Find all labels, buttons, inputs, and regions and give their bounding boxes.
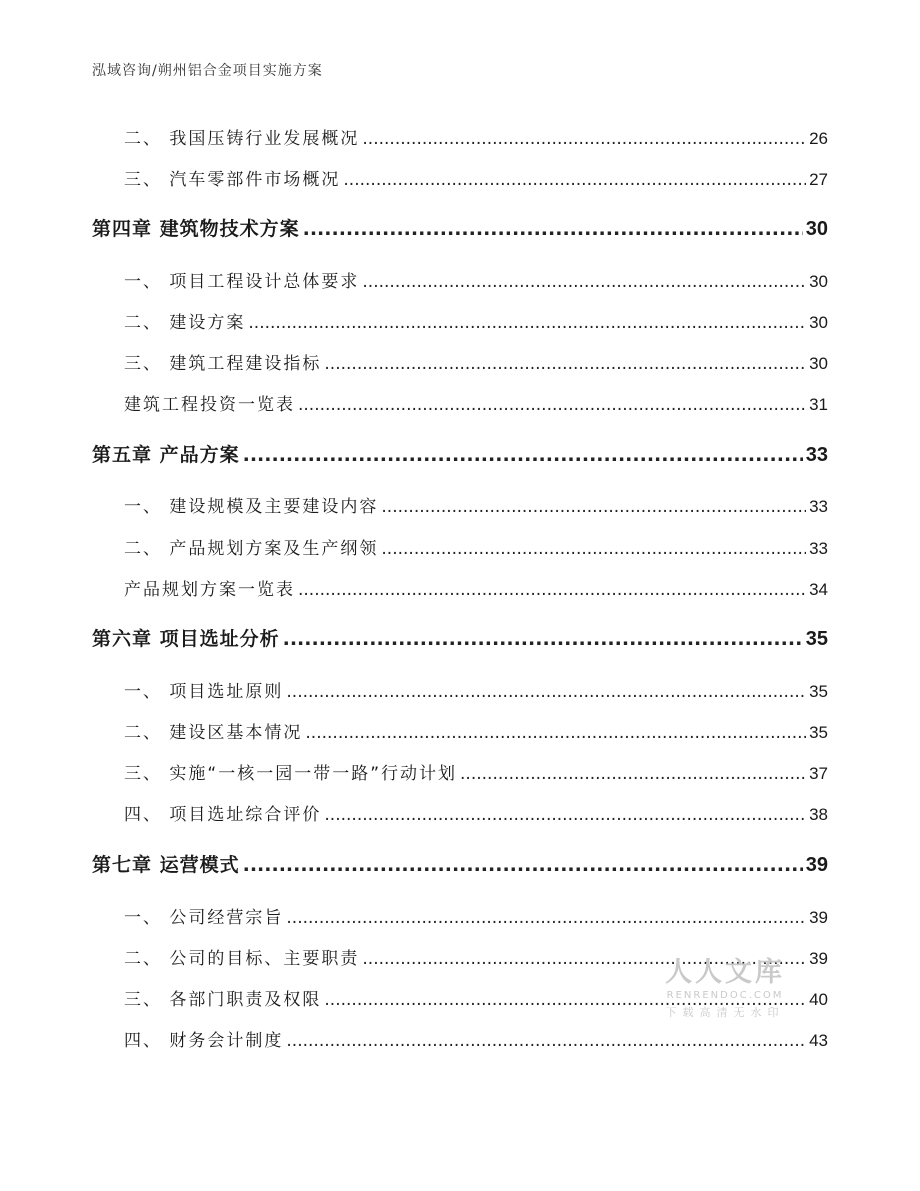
- toc-leader: [283, 628, 803, 650]
- toc-entry[interactable]: [124, 677, 828, 702]
- toc-page-number: 30: [809, 313, 828, 332]
- watermark-subtitle: 下载高清无水印: [665, 1006, 785, 1019]
- toc-entry-label: 第五章 产品方案: [92, 444, 240, 466]
- toc-entry[interactable]: [124, 349, 828, 374]
- watermark-domain: RENRENDOC.COM: [666, 990, 784, 1001]
- toc-leader: [381, 539, 806, 559]
- toc-entry-label: 一、 建设规模及主要建设内容: [124, 497, 379, 517]
- toc-page-number: 40: [809, 990, 828, 1009]
- toc-page-number: 39: [805, 854, 828, 876]
- toc-chapter-entry[interactable]: [92, 624, 828, 650]
- toc-leader: [298, 580, 806, 600]
- toc-page-number: 35: [805, 628, 828, 650]
- toc-page-number: 37: [809, 764, 828, 783]
- toc-page-number: 39: [809, 908, 828, 927]
- toc-entry-label: 建筑工程投资一览表: [124, 395, 295, 415]
- watermark: [640, 958, 810, 1020]
- toc-page-number: 30: [809, 354, 828, 373]
- toc-entry-label: 四、 财务会计制度: [124, 1031, 284, 1051]
- toc-page-number: 35: [809, 723, 828, 742]
- toc-entry-label: 三、 汽车零部件市场概况: [124, 170, 341, 190]
- toc-leader: [243, 854, 803, 876]
- toc-page-number: 39: [809, 949, 828, 968]
- toc-leader: [243, 444, 803, 466]
- toc-chapter-entry[interactable]: [92, 850, 828, 876]
- toc-entry-label: 二、 我国压铸行业发展概况: [124, 129, 360, 149]
- toc-entry[interactable]: [124, 390, 828, 415]
- toc-leader: [362, 129, 806, 149]
- toc-page-number: 30: [805, 218, 828, 240]
- toc-entry-label: 一、 项目工程设计总体要求: [124, 272, 360, 292]
- toc-leader: [343, 170, 806, 190]
- toc-leader: [324, 354, 806, 374]
- toc-leader: [286, 1031, 806, 1051]
- toc-page-number: 38: [809, 805, 828, 824]
- toc-entry-label: 第四章 建筑物技术方案: [92, 218, 300, 240]
- toc-leader: [248, 313, 806, 333]
- toc-page-number: 35: [809, 682, 828, 701]
- toc-entry[interactable]: [124, 800, 828, 825]
- toc-leader: [324, 805, 806, 825]
- toc-entry-label: 第六章 项目选址分析: [92, 628, 280, 650]
- toc-entry[interactable]: [124, 718, 828, 743]
- toc-entry[interactable]: [124, 1026, 828, 1051]
- toc-page-number: 30: [809, 272, 828, 291]
- toc-entry[interactable]: [124, 575, 828, 600]
- toc-entry-label: 产品规划方案一览表: [124, 580, 295, 600]
- toc-entry-label: 二、 建设方案: [124, 313, 246, 333]
- toc-entry-label: 第七章 运营模式: [92, 854, 240, 876]
- toc-entry-label: 三、 建筑工程建设指标: [124, 354, 322, 374]
- toc-leader: [286, 682, 806, 702]
- toc-page-number: 33: [809, 497, 828, 516]
- toc-entry-label: 一、 项目选址原则: [124, 682, 284, 702]
- toc-entry-label: 三、 实施“一核一园一带一路”行动计划: [124, 764, 458, 784]
- toc-entry-label: 二、 公司的目标、主要职责: [124, 949, 360, 969]
- toc-entry[interactable]: [124, 124, 828, 149]
- toc-page-number: 27: [809, 170, 828, 189]
- toc-chapter-entry[interactable]: [92, 214, 828, 240]
- toc-leader: [303, 218, 803, 240]
- toc-entry-label: 二、 建设区基本情况: [124, 723, 303, 743]
- page-header: 泓域咨询/朔州铝合金项目实施方案: [92, 63, 323, 79]
- toc-entry-label: 二、 产品规划方案及生产纲领: [124, 539, 379, 559]
- toc-leader: [286, 908, 806, 928]
- toc-page-number: 33: [805, 444, 828, 466]
- toc-entry[interactable]: [124, 308, 828, 333]
- toc-leader: [362, 272, 806, 292]
- toc-entry[interactable]: [124, 267, 828, 292]
- toc-page-number: 43: [809, 1031, 828, 1050]
- toc-entry[interactable]: [124, 534, 828, 559]
- watermark-title: 人人文库: [665, 957, 785, 988]
- toc-entry[interactable]: [124, 165, 828, 190]
- toc-page-number: 34: [809, 580, 828, 599]
- toc-leader: [460, 764, 806, 784]
- toc-leader: [381, 497, 806, 517]
- toc-page-number: 31: [809, 395, 828, 414]
- toc-entry[interactable]: [124, 903, 828, 928]
- toc-chapter-entry[interactable]: [92, 440, 828, 466]
- toc-leader: [305, 723, 806, 743]
- toc-entry-label: 四、 项目选址综合评价: [124, 805, 322, 825]
- toc-entry[interactable]: [124, 759, 828, 784]
- toc-page-number: 33: [809, 539, 828, 558]
- toc-entry-label: 一、 公司经营宗旨: [124, 908, 284, 928]
- toc-page-number: 26: [809, 129, 828, 148]
- toc-leader: [298, 395, 806, 415]
- toc-entry[interactable]: [124, 492, 828, 517]
- toc-entry-label: 三、 各部门职责及权限: [124, 990, 322, 1010]
